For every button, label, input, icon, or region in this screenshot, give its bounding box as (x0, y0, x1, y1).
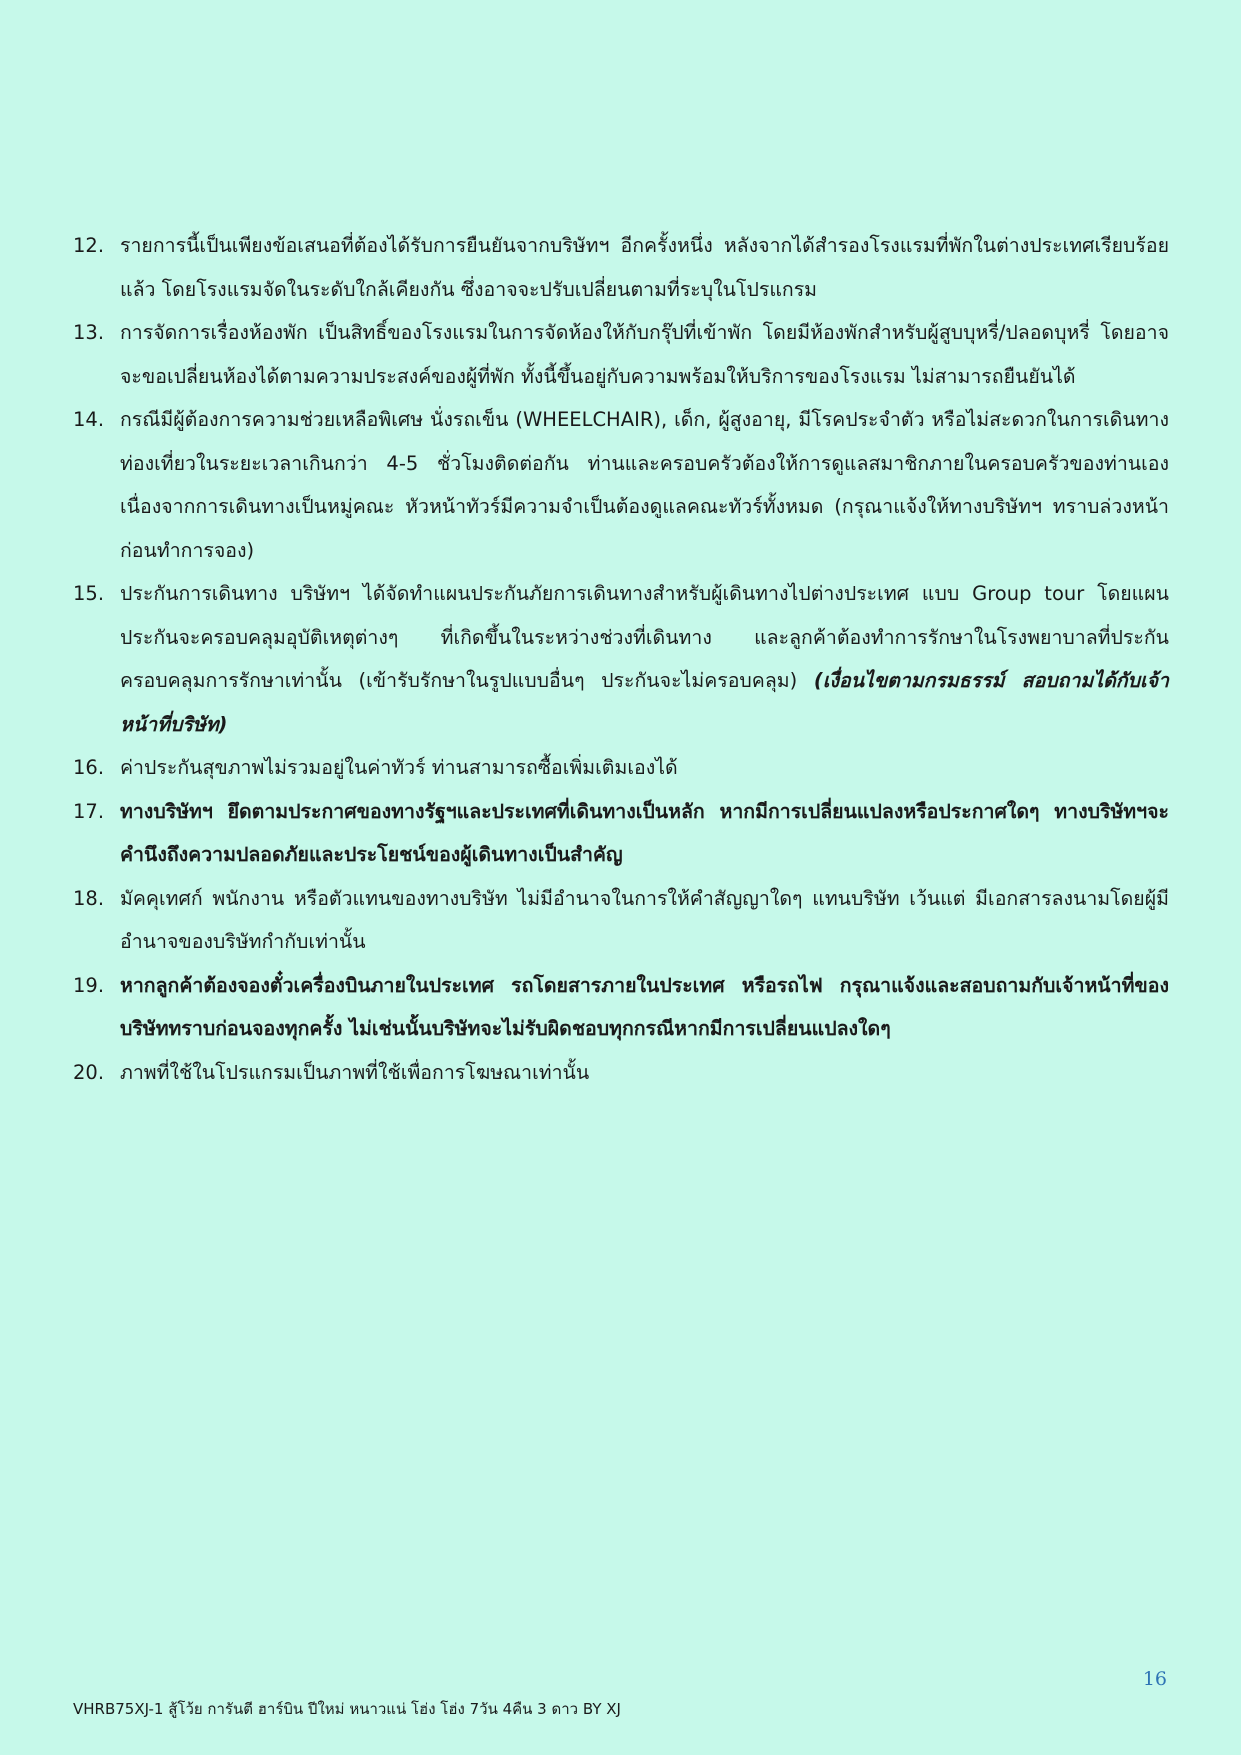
item-text: ค่าประกันสุขภาพไม่รวมอยู่ในค่าทัวร์ ท่านสามารถซื้อเพิ่มเติมเองได้ (120, 756, 678, 779)
item-number: 12. (73, 234, 105, 257)
item-text: การจัดการเรื่องห้องพัก เป็นสิทธิ์ของโรงแรมในการจัดห้องให้กับกรุ๊ปที่เข้าพัก โดยมีห้องพักสำหรับผู้สูบบุหรี่/ปลอดบุหรี่ โดยอาจจะขอเปลี่ยนห้องได้ตามความประสงค์ของผู้ที่พัก ทั้งนี้ขึ้นอยู่กับความพร้อมให้บริการของโรงแรม ไม่สามารถยืนยันได้ (120, 321, 1169, 388)
list-item (73, 746, 1169, 790)
item-number: 16. (73, 756, 105, 779)
item-text: ภาพที่ใช้ในโปรแกรมเป็นภาพที่ใช้เพื่อการโฆษณาเท่านั้น (120, 1060, 590, 1084)
item-text: มัคคุเทศก์ พนักงาน หรือตัวแทนของทางบริษัท ไม่มีอำนาจในการให้คำสัญญาใดๆ แทนบริษัท เว้นแต่ มีเอกสารลงนามโดยผู้มีอำนาจของบริษัทกำกับเท่านั้น (120, 886, 1169, 953)
footer-program-code: VHRB75XJ-1 สู้โว้ย การันตี ฮาร์บิน ปีใหม่ หนาวแน่ โฮ่ง โฮ่ง 7วัน 4คืน 3 ดาว BY XJ (73, 1700, 621, 1718)
item-number: 18. (73, 886, 105, 910)
item-text: ประกันการเดินทาง บริษัทฯ ได้จัดทำแผนประกันภัยการเดินทางสำหรับผู้เดินทางไปต่างประเทศ แบบ Group tour โดยแผนประกันจะครอบคลุมอุบัติเหตุต่างๆ ที่เกิดขึ้นในระหว่างช่วงที่เดินทาง และลูกค้าต้องทำการรักษาในโรงพยาบาลที่ประกันครอบคลุมการรักษาเท่านั้น (เข้ารับรักษาในรูปแบบอื่นๆ ประกันจะไม่ครอบคลุม) (120, 582, 1169, 692)
item-number: 17. (73, 799, 105, 823)
item-text: หากลูกค้าต้องจองตั๋วเครื่องบินภายในประเทศ รถโดยสารภายในประเทศ หรือรถไฟ กรุณาแจ้งและสอบถามกับเจ้าหน้าที่ของบริษัททราบก่อนจองทุกครั้ง ไม่เช่นนั้นบริษัทจะไม่รับผิดชอบทุกกรณีหากมีการเปลี่ยนแปลงใดๆ (120, 973, 1169, 1040)
list-item (73, 964, 1169, 1051)
item-text: รายการนี้เป็นเพียงข้อเสนอที่ต้องได้รับการยืนยันจากบริษัทฯ อีกครั้งหนึ่ง หลังจากได้สำรองโรงแรมที่พักในต่างประเทศเรียบร้อยแล้ว โดยโรงแรมจัดในระดับใกล้เคียงกัน ซึ่งอาจจะปรับเปลี่ยนตามที่ระบุในโปรแกรม (120, 234, 1169, 301)
list-item (73, 572, 1169, 746)
list-item (73, 224, 1169, 311)
item-number: 20. (73, 1060, 105, 1084)
item-number: 13. (73, 321, 105, 344)
terms-list (73, 224, 1169, 1094)
list-item (73, 877, 1169, 964)
insurance-conditions-note: (เงื่อนไขตามกรมธรรม์ สอบถามได้กับเจ้าหน้าที่บริษัท) (120, 669, 1169, 736)
item-number: 19. (73, 973, 105, 997)
list-item (73, 790, 1169, 877)
list-item (73, 311, 1169, 398)
list-item (73, 1051, 1169, 1095)
item-text: ทางบริษัทฯ ยึดตามประกาศของทางรัฐฯและประเทศที่เดินทางเป็นหลัก หากมีการเปลี่ยนแปลงหรือประกาศใดๆ ทางบริษัทฯจะคำนึงถึงความปลอดภัยและประโยชน์ของผู้เดินทางเป็นสำคัญ (120, 799, 1169, 866)
item-text: กรณีมีผู้ต้องการความช่วยเหลือพิเศษ นั่งรถเข็น (WHEELCHAIR), เด็ก, ผู้สูงอายุ, มีโรคประจำตัว หรือไม่สะดวกในการเดินทางท่องเที่ยวในระยะเวลาเกินกว่า 4-5 ชั่วโมงติดต่อกัน ท่านและครอบครัวต้องให้การดูแลสมาชิกภายในครอบครัวของท่านเอง เนื่องจากการเดินทางเป็นหมู่คณะ หัวหน้าทัวร์มีความจำเป็นต้องดูแลคณะทัวร์ทั้งหมด (กรุณาแจ้งให้ทางบริษัทฯ ทราบล่วงหน้าก่อนทำการจอง) (120, 408, 1169, 562)
item-number: 14. (73, 408, 105, 431)
list-item (73, 398, 1169, 572)
item-number: 15. (73, 582, 105, 605)
page-number: 16 (1142, 1668, 1167, 1690)
